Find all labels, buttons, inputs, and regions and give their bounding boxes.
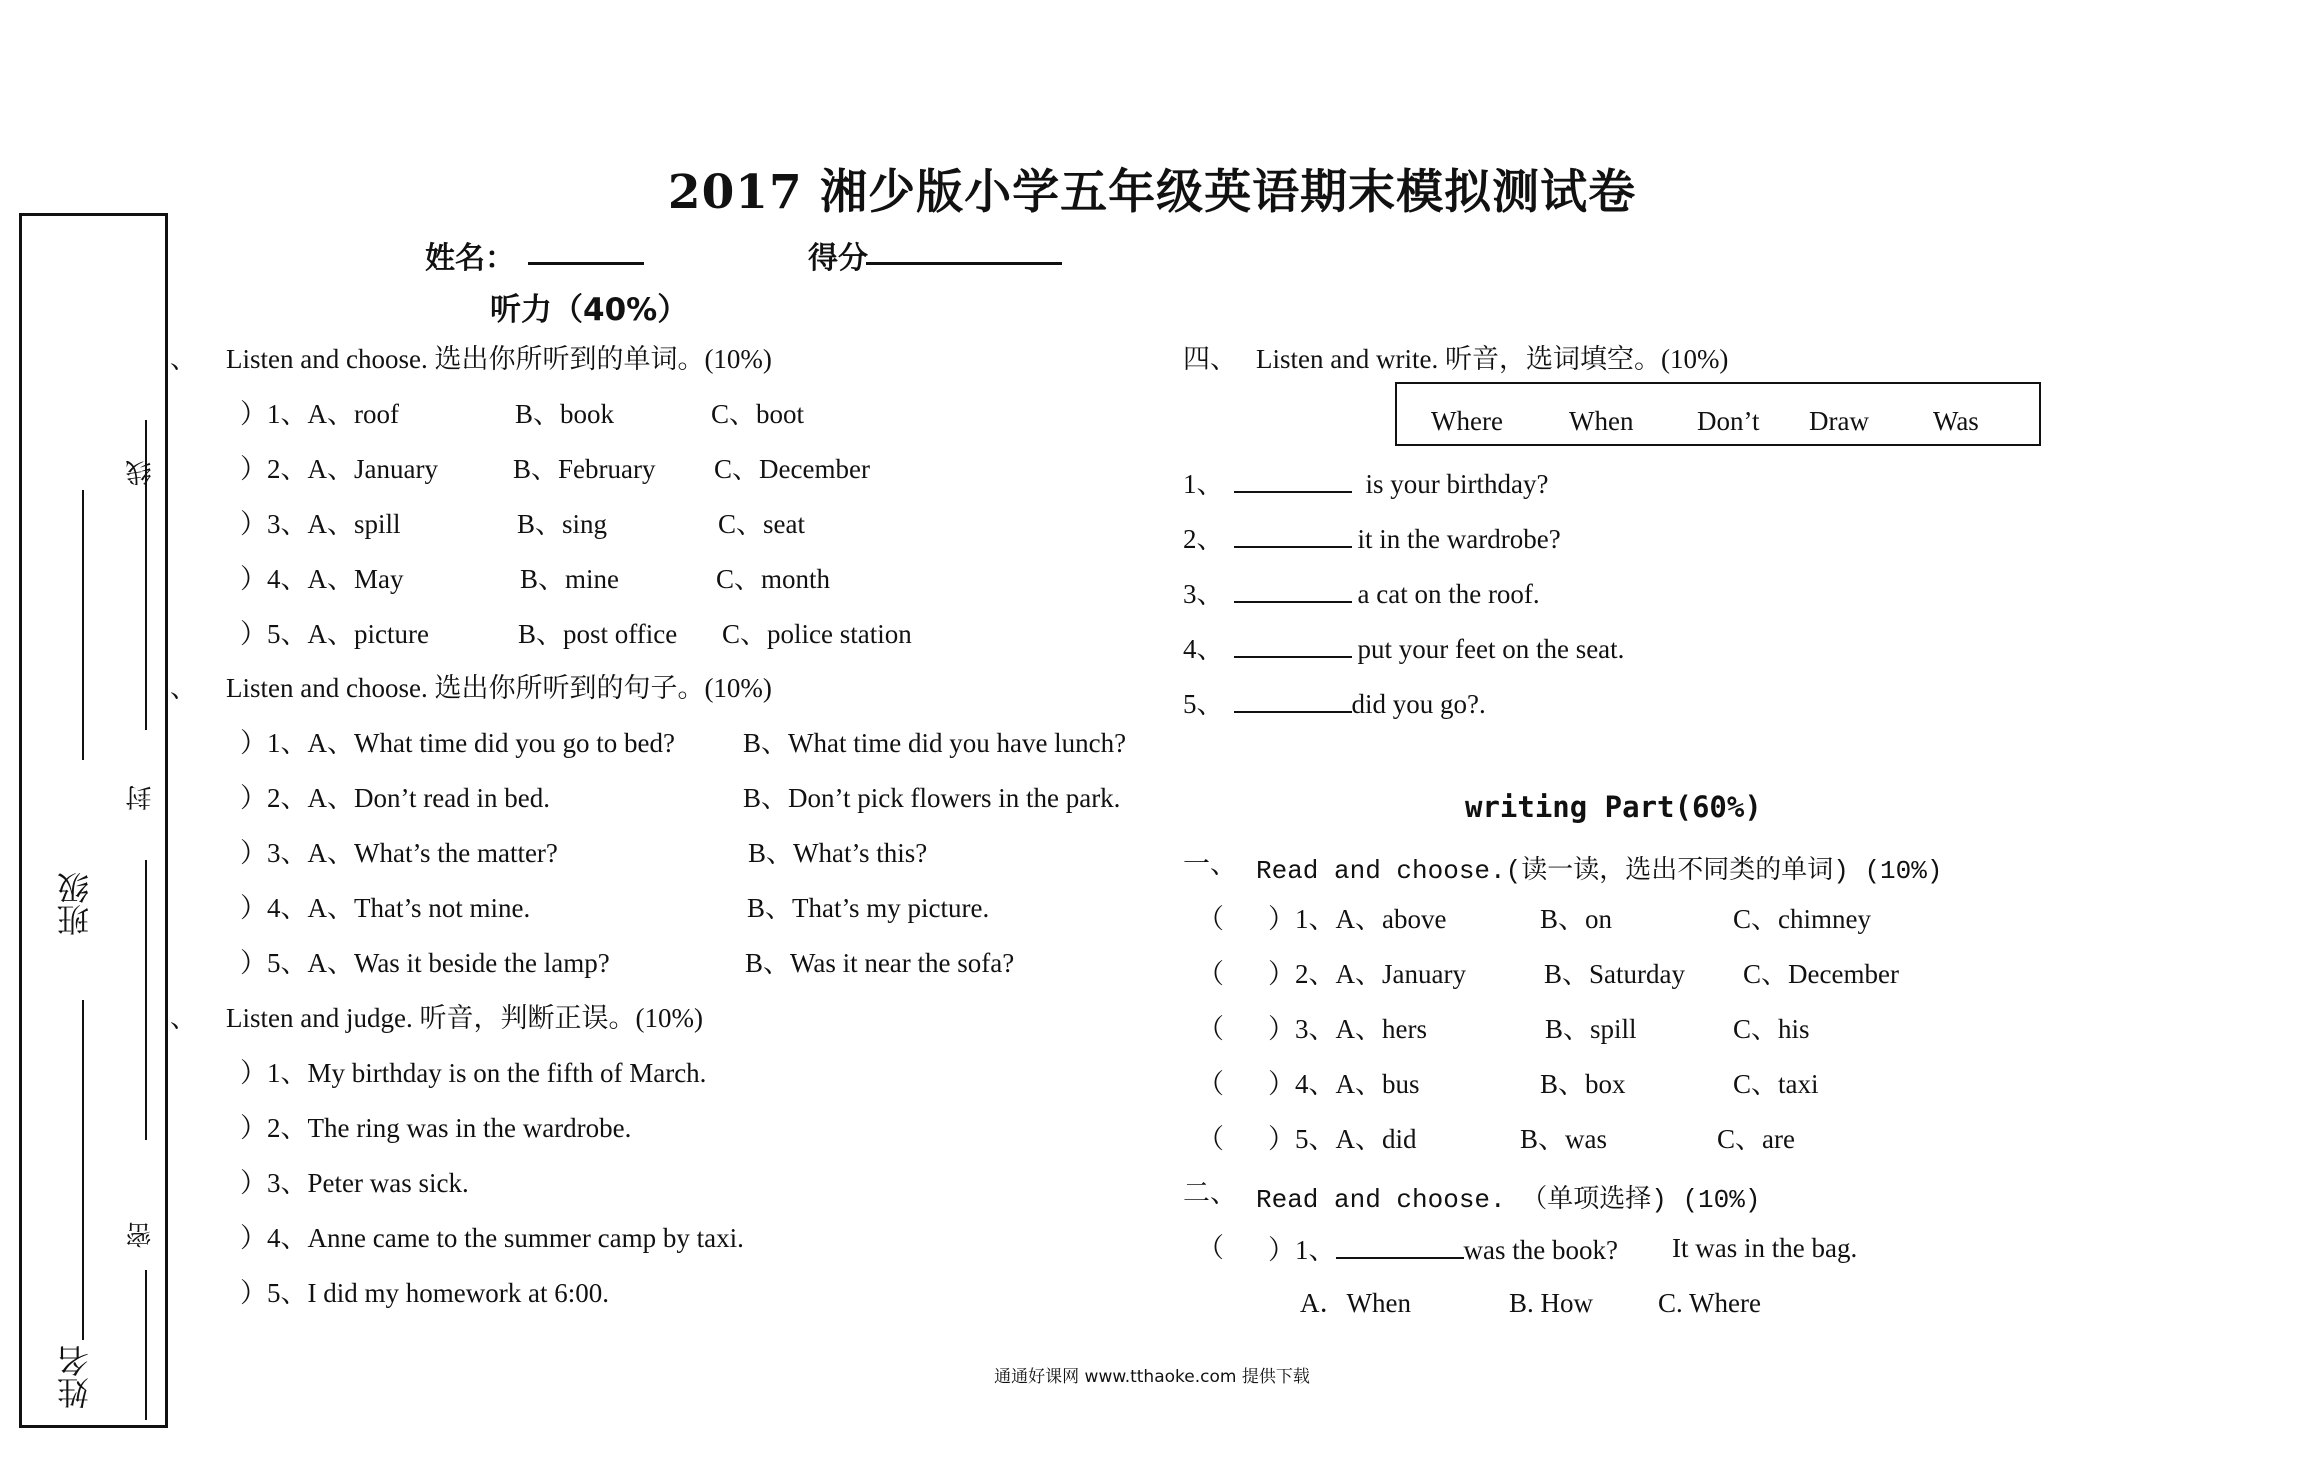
item-text: it in the wardrobe? [1357, 524, 1561, 554]
writing-heading: writing Part(60%) [1465, 790, 1762, 824]
option-b: B. How [1509, 1288, 1594, 1318]
section-number: 一、 [1183, 849, 1237, 879]
answer-paren: （ [1197, 959, 1224, 989]
question-option-a: ）3、A、What’s the matter? [240, 838, 558, 868]
question-option-a: ）5、A、Was it beside the lamp? [240, 948, 610, 978]
section-number: 二、 [1183, 1178, 1237, 1208]
question-option-c: C、seat [718, 509, 805, 539]
question-option-a: ）5、A、picture [240, 619, 429, 649]
seal-mark-seal: 封 [126, 785, 156, 811]
answer-blank[interactable] [1336, 1231, 1464, 1259]
word-bank-item: Where [1431, 406, 1503, 436]
binding-line [145, 860, 147, 1140]
section-number: 、 [170, 673, 197, 703]
question-option-c: C、police station [722, 619, 912, 649]
question-option-a: ）2、A、January [1268, 959, 1466, 989]
judge-item: ）1、My birthday is on the fifth of March. [240, 1058, 707, 1088]
question-option-a: ）3、A、spill [240, 509, 401, 539]
question-option-a: ）2、A、January [240, 454, 438, 484]
fill-item [1183, 575, 1540, 611]
question-option-c: C、chimney [1733, 904, 1871, 934]
answer-blank[interactable] [1234, 465, 1352, 493]
question-option-b: B、sing [517, 509, 608, 539]
item-number: 5、 [1183, 689, 1224, 719]
section-instruction: Read and choose.(读一读，选出不同类的单词) (10%) [1256, 856, 1943, 886]
answer-blank[interactable] [1234, 630, 1352, 658]
section-number: 四、 [1183, 344, 1237, 374]
option-a: A．When [1300, 1288, 1411, 1318]
section-number: 、 [170, 344, 197, 374]
item-text: was the book? [1463, 1235, 1618, 1265]
question-option-c: C、taxi [1733, 1069, 1819, 1099]
answer-paren: （ [1197, 1014, 1224, 1044]
word-bank-item: When [1569, 406, 1634, 436]
question-option-b: B、Was it near the sofa? [745, 948, 1015, 978]
question-option-c: C、December [714, 454, 870, 484]
word-bank-item: Draw [1809, 406, 1869, 436]
word-bank [1395, 382, 2041, 446]
question-option-c: C、month [716, 564, 831, 594]
question-option-a: ）4、A、That’s not mine. [240, 893, 531, 923]
score-blank[interactable] [866, 262, 1062, 265]
question-option-c: C、December [1743, 959, 1899, 989]
question-option-a: ）1、A、What time did you go to bed? [240, 728, 675, 758]
class-label: 班级 [56, 872, 94, 936]
question-option-b: B、post office [518, 619, 678, 649]
question-option-b: B、on [1540, 904, 1613, 934]
judge-item: ）3、Peter was sick. [240, 1168, 469, 1198]
question-option-b: B、box [1540, 1069, 1626, 1099]
option-c: C. Where [1658, 1288, 1761, 1318]
question-option-a: ）4、A、bus [1268, 1069, 1420, 1099]
fill-item [1183, 630, 1624, 666]
seal-mark-line: 线 [126, 460, 156, 486]
question-option-b: B、Saturday [1544, 959, 1685, 989]
question-option-b: B、February [513, 454, 656, 484]
binding-line [82, 490, 84, 760]
question-option-b: B、What’s this? [748, 838, 928, 868]
binding-line [82, 1000, 84, 1340]
question-answer-text: It was in the bag. [1672, 1233, 1858, 1263]
seal-mark-secret: 密 [126, 1222, 156, 1248]
score-label: 得分 [808, 241, 868, 276]
item-number: 3、 [1183, 579, 1224, 609]
section-instruction: Listen and choose. 选出你所听到的句子。(10%) [226, 673, 772, 703]
footer-note: 通通好课网 www.tthaoke.com 提供下载 [994, 1367, 1310, 1387]
question-option-a: ）2、A、Don’t read in bed. [240, 783, 550, 813]
page-title: 2017 湘少版小学五年级英语期末模拟测试卷 [667, 165, 1637, 220]
answer-paren: （ [1197, 904, 1224, 934]
name-label: 姓名： [425, 241, 515, 276]
binding-line [145, 1270, 147, 1420]
answer-paren: （ [1197, 1233, 1224, 1263]
item-number: 1、 [1183, 469, 1224, 499]
question-option-b: B、That’s my picture. [747, 893, 990, 923]
word-bank-item: Don’t [1697, 406, 1760, 436]
answer-blank[interactable] [1234, 685, 1352, 713]
fill-item [1183, 685, 1486, 721]
student-name-label: 姓名 [56, 1345, 94, 1409]
question-option-c: C、are [1717, 1124, 1795, 1154]
question-option-a: ）3、A、hers [1268, 1014, 1427, 1044]
question-option-b: B、spill [1545, 1014, 1637, 1044]
judge-item: ）5、I did my homework at 6:00. [240, 1278, 609, 1308]
section-instruction: Listen and judge. 听音，判断正误。(10%) [226, 1003, 703, 1033]
question-stem [1268, 1231, 1618, 1267]
section-instruction: Listen and choose. 选出你所听到的单词。(10%) [226, 344, 772, 374]
judge-item: ）2、The ring was in the wardrobe. [240, 1113, 632, 1143]
item-text: put your feet on the seat. [1357, 634, 1625, 664]
section-instruction: Listen and write. 听音，选词填空。(10%) [1256, 344, 1729, 374]
listening-heading: 听力（40%） [490, 292, 689, 328]
question-option-b: B、mine [520, 564, 619, 594]
question-option-b: B、book [515, 399, 615, 429]
answer-paren: （ [1197, 1124, 1224, 1154]
answer-blank[interactable] [1234, 575, 1352, 603]
answer-paren: （ [1197, 1069, 1224, 1099]
question-option-b: B、Don’t pick flowers in the park. [743, 783, 1121, 813]
fill-item [1183, 520, 1561, 556]
fill-item [1183, 465, 1548, 501]
question-option-b: B、was [1520, 1124, 1607, 1154]
item-text: a cat on the roof. [1357, 579, 1540, 609]
item-text: is your birthday? [1365, 469, 1549, 499]
question-option-a: ）1、A、above [1268, 904, 1447, 934]
question-option-c: C、boot [711, 399, 805, 429]
question-option-b: B、What time did you have lunch? [743, 728, 1127, 758]
judge-item: ）4、Anne came to the summer camp by taxi. [240, 1223, 744, 1253]
question-option-a: ）5、A、did [1268, 1124, 1417, 1154]
question-option-a: ）1、A、roof [240, 399, 399, 429]
section-number: 、 [170, 1003, 197, 1033]
item-number: 2、 [1183, 524, 1224, 554]
answer-blank[interactable] [1234, 520, 1352, 548]
question-option-a: ）4、A、May [240, 564, 404, 594]
section-instruction: Read and choose. （单项选择) (10%) [1256, 1185, 1761, 1215]
name-blank[interactable] [528, 262, 644, 265]
word-bank-item: Was [1933, 406, 1979, 436]
item-text: did you go?. [1351, 689, 1486, 719]
item-number: 4、 [1183, 634, 1224, 664]
question-option-c: C、his [1733, 1014, 1810, 1044]
item-number: ）1、 [1268, 1235, 1336, 1265]
